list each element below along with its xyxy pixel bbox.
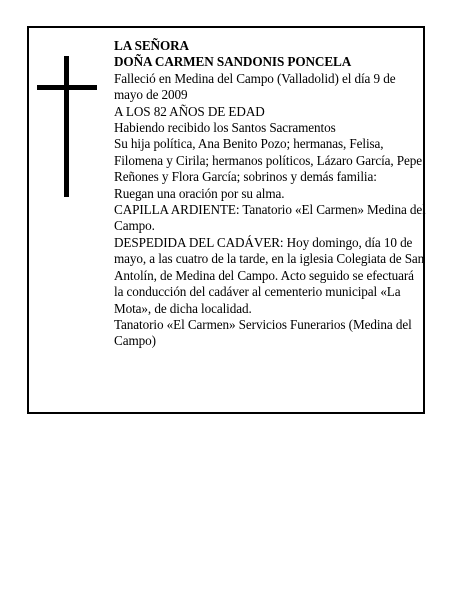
sacraments-line: Habiendo recibido los Santos Sacramentos	[114, 120, 336, 136]
farewell-info: DESPEDIDA DEL CADÁVER: Hoy domingo, día 10 de mayo, a las cuatro de la tarde, en la iglesia Colegiata de San Antolín, de Medina del Campo. Acto seguido se efectuará la conducción del cadáver al cementerio municipal «La Mota», de dicha localidad.	[114, 234, 425, 316]
funeral-home: Tanatorio «El Carmen» Servicios Funerarios (Medina del Campo)	[114, 316, 412, 349]
cross-vertical-bar	[64, 56, 69, 197]
deceased-name: DOÑA CARMEN SANDONIS PONCELA	[114, 54, 352, 70]
death-info: Falleció en Medina del Campo (Valladolid) el día 9 de mayo de 2009	[114, 70, 396, 103]
cross-icon	[37, 56, 97, 197]
obituary-title: LA SEÑORA	[114, 38, 189, 53]
cross-horizontal-bar	[37, 85, 97, 90]
prayer-request: Ruegan una oración por su alma.	[114, 185, 285, 201]
chapel-info: CAPILLA ARDIENTE: Tanatorio «El Carmen» Medina del Campo.	[114, 202, 426, 234]
family-line: Su hija política, Ana Benito Pozo; hermanas, Felisa, Filomena y Cirila; hermanos políticos, Lázaro García, Pepe Reñones y Flora García; sobrinos y demás familia:	[114, 136, 423, 185]
age-line: A LOS 82 AÑOS DE EDAD	[114, 103, 265, 119]
obituary-text	[114, 38, 426, 350]
